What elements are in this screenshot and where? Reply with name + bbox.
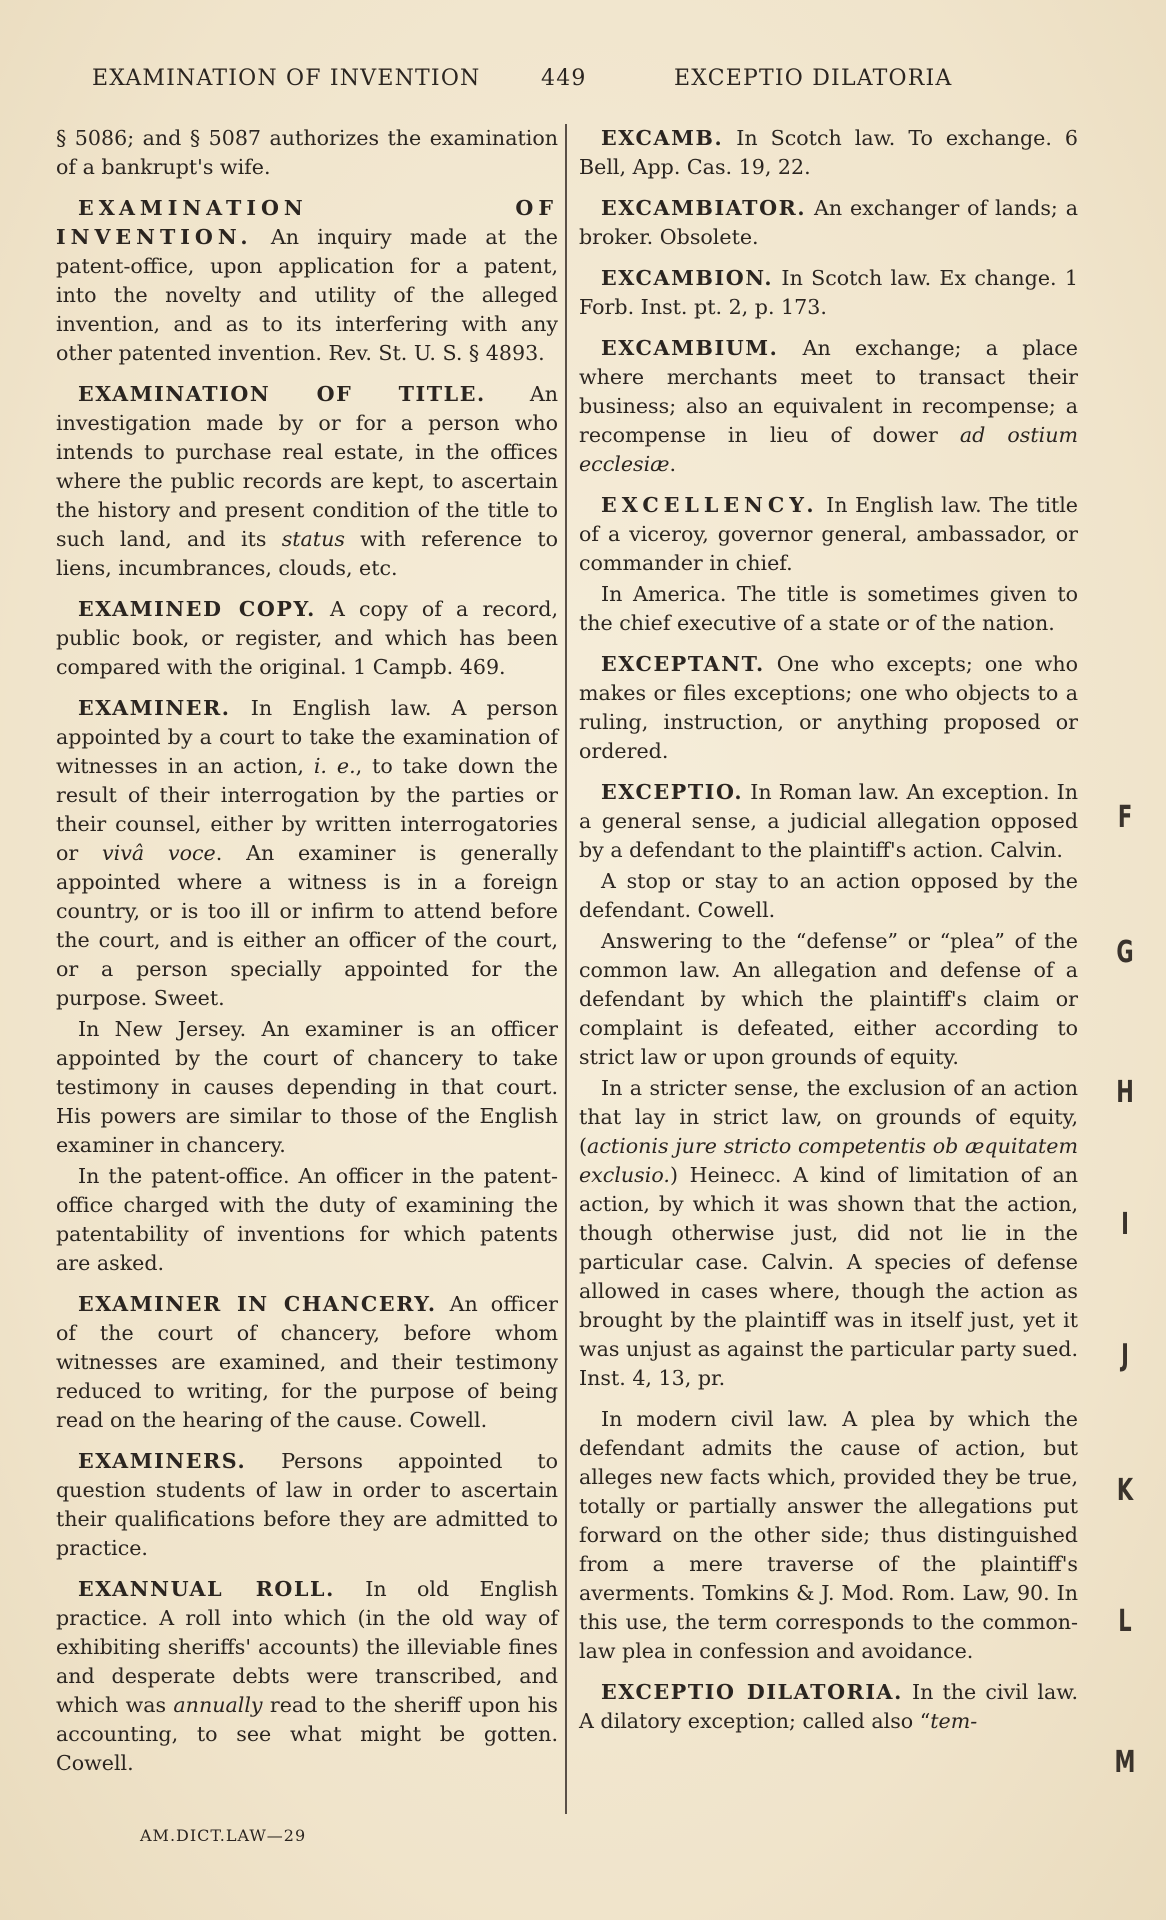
definition-text: In Scotch law. To exchange. 6 Bell, App. Cas. 19, 22. [579, 126, 1078, 179]
dictionary-entry [56, 694, 558, 1013]
definition-text: In English law. A person appointed by a court to take the examination of witnesses in an action, [56, 696, 558, 778]
definition-text: An exchanger of lands; a broker. Obsolete. [579, 196, 1078, 249]
right-column [579, 124, 1078, 1748]
dictionary-entry [579, 778, 1078, 865]
definition-text: One who excepts; one who makes or files exceptions; one who objects to a ruling, instruction, or anything proposed or ordered. [579, 652, 1078, 763]
definition-text: A copy of a record, public book, or register, and which has been compared with the original. 1 Campb. 469. [56, 597, 558, 679]
italic-text: annually [173, 1693, 263, 1717]
entry-term: EXCEPTIO DILATORIA. [601, 1680, 903, 1704]
definition-text: Persons appointed to question students of law in order to ascertain their qualifications before they are admitted to practice. [56, 1449, 558, 1560]
entry-paragraph [56, 1162, 558, 1278]
thumb-tab-l: L [1118, 1604, 1132, 1639]
running-header [0, 66, 1166, 100]
entry-term: EXAMINATION OF TITLE. [78, 382, 486, 406]
dictionary-entry [579, 1678, 1078, 1736]
entry-paragraph [56, 124, 558, 182]
italic-text: ad ostium ecclesiæ [579, 423, 1078, 476]
thumb-tab-k: K [1116, 1473, 1134, 1508]
thumb-index [1100, 0, 1150, 1920]
italic-text: tem- [930, 1709, 978, 1733]
entry-paragraph [579, 867, 1078, 925]
entry-term: EXCEPTIO. [601, 780, 744, 804]
entry-term: EXAMINER. [78, 696, 231, 720]
thumb-tab-h: H [1116, 1075, 1134, 1110]
dictionary-entry [579, 194, 1078, 252]
entry-term: EXCAMB. [601, 126, 724, 150]
italic-text: actionis jure stricto competentis ob æquitatem exclusio. [579, 1134, 1078, 1187]
definition-text: In a stricter sense, the exclusion of an action that lay in strict law, on grounds of equity, ( [579, 1076, 1078, 1158]
definition-text: § 5086; and § 5087 authorizes the examination of a bankrupt's wife. [56, 126, 558, 179]
dictionary-entry [56, 1447, 558, 1563]
definition-text: A stop or stay to an action opposed by the defendant. Cowell. [579, 869, 1078, 922]
left-column [56, 124, 558, 1790]
definition-text: An inquiry made at the patent-office, upon application for a patent, into the novelty and utility of the alleged invention, and as to its interfering with any other patented invention. Rev. St. U. S. § 4893. [56, 225, 558, 365]
thumb-tab-f: F [1117, 800, 1133, 835]
dictionary-entry [56, 194, 558, 368]
definition-text: In modern civil law. A plea by which the defendant admits the cause of action, but alleges new facts which, provided they be true, totally or partially answer the allegations put forward on the other side; thus distinguished from a mere traverse of the plaintiff's averments. Tomkins & J. Mod. Rom. Law, 90. In this use, the term corresponds to the common-law plea in confession and avoidance. [579, 1407, 1078, 1663]
definition-text: Answering to the “defense” or “plea” of the common law. An allegation and defense of a defendant by which the plaintiff's claim or complaint is defeated, either according to strict law or upon grounds of equity. [579, 929, 1078, 1069]
italic-text: vivâ voce [102, 841, 216, 865]
signature-mark: AM.DICT.LAW—29 [140, 1826, 307, 1845]
thumb-tab-m: M [1114, 1745, 1136, 1780]
italic-text: i. e. [313, 754, 356, 778]
entry-term: EXANNUAL ROLL. [78, 1577, 335, 1601]
definition-text: with reference to liens, incumbrances, clouds, etc. [56, 527, 558, 580]
dictionary-entry [56, 380, 558, 583]
definition-text: In the patent-office. An officer in the patent-office charged with the duty of examining the patentability of inventions for which patents are asked. [56, 1164, 558, 1275]
dictionary-entry [579, 491, 1078, 578]
header-left-term: EXAMINATION OF INVENTION [92, 66, 481, 91]
definition-text: . [669, 452, 677, 476]
definition-text: In New Jersey. An examiner is an officer appointed by the court of chancery to take testimony in causes depending in that court. His powers are similar to those of the English examiner in chancery. [56, 1017, 558, 1157]
thumb-tab-j: J [1121, 1338, 1129, 1373]
entry-term: EXCAMBION. [601, 266, 774, 290]
dictionary-entry [579, 124, 1078, 182]
definition-text: In English law. The title of a viceroy, governor general, ambassador, or commander in chief. [579, 493, 1078, 575]
dictionary-entry [579, 334, 1078, 479]
entry-term: EXCELLENCY. [601, 493, 819, 517]
dictionary-entry [56, 595, 558, 682]
definition-text: An officer of the court of chancery, before whom witnesses are examined, and their testimony reduced to writing, for the purpose of being read on the hearing of the cause. Cowell. [56, 1292, 558, 1432]
dictionary-entry [56, 1575, 558, 1778]
definition-text: An investigation made by or for a person who intends to purchase real estate, in the offices where the public records are kept, to ascertain the history and present condition of the title to such land, and its [56, 382, 559, 551]
definition-text: In Scotch law. Ex change. 1 Forb. Inst. pt. 2, p. 173. [579, 266, 1078, 319]
definition-text: In old English practice. A roll into which (in the old way of exhibiting sheriffs' accounts) the illeviable fines and desperate debts were transcribed, and which was [56, 1577, 558, 1717]
definition-text: In America. The title is sometimes given to the chief executive of a state or of the nation. [579, 582, 1078, 635]
page-number: 449 [541, 66, 587, 91]
dictionary-entry [56, 1290, 558, 1435]
entry-paragraph [579, 1405, 1078, 1666]
definition-text: An exchange; a place where merchants meet to transact their business; also an equivalent in recompense; a recompense in lieu of dower [579, 336, 1078, 447]
column-divider [565, 124, 567, 1814]
entry-term: EXAMINATION OF INVENTION. [56, 196, 558, 249]
definition-text: read to the sheriff upon his accounting, to see what might be gotten. Cowell. [56, 1693, 559, 1775]
thumb-tab-i: I [1121, 1207, 1129, 1242]
entry-term: EXCAMBIATOR. [601, 196, 807, 220]
definition-text: . An examiner is generally appointed where a witness is in a foreign country, or is too ill or infirm to attend before the court, and is either an officer of the court, or a person specially appointed for the purpose. Sweet. [56, 841, 558, 1010]
definition-text: In Roman law. An exception. In a general sense, a judicial allegation opposed by a defendant to the plaintiff's action. Calvin. [579, 780, 1078, 862]
entry-paragraph [56, 1015, 558, 1160]
entry-term: EXCAMBIUM. [601, 336, 779, 360]
dictionary-entry [579, 650, 1078, 766]
entry-paragraph [579, 1074, 1078, 1393]
definition-text: , to take down the result of their interrogation by the parties or their counsel, either by written interrogatories or [56, 754, 558, 865]
entry-paragraph [579, 927, 1078, 1072]
entry-term: EXAMINER IN CHANCERY. [78, 1292, 437, 1316]
definition-text: ) Heinecc. A kind of limitation of an action, by which it was shown that the action, though otherwise just, did not lie in the particular case. Calvin. A species of defense allowed in cases where, though the action as brought by the plaintiff was in itself just, yet it was unjust as against the particular party sued. Inst. 4, 13, pr. [579, 1163, 1078, 1390]
entry-paragraph [579, 580, 1078, 638]
definition-text: In the civil law. A dilatory exception; called also “ [579, 1680, 1078, 1733]
header-right-term: EXCEPTIO DILATORIA [674, 66, 953, 91]
italic-text: status [281, 527, 345, 551]
thumb-tab-g: G [1116, 935, 1134, 970]
entry-term: EXCEPTANT. [601, 652, 765, 676]
entry-term: EXAMINERS. [78, 1449, 247, 1473]
entry-term: EXAMINED COPY. [78, 597, 316, 621]
dictionary-entry [579, 264, 1078, 322]
